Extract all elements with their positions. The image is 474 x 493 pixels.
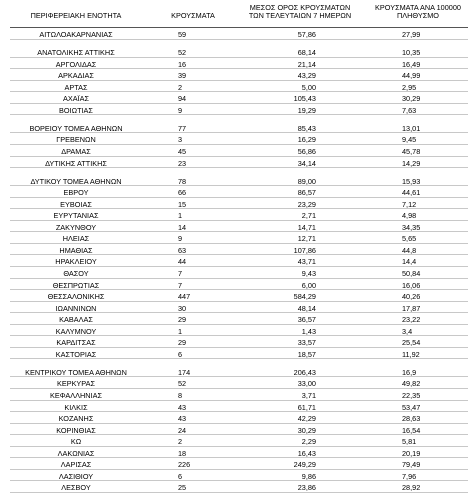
- table-row: [0, 257, 474, 266]
- region-cell: ΚΩ: [70, 437, 82, 447]
- region-cell: ΑΙΤΩΛΟΑΚΑΡΝΑΝΙΑΣ: [39, 30, 113, 39]
- region-cell: ΖΑΚΥΝΘΟΥ: [55, 222, 97, 232]
- avg7-cell: 61,71: [297, 402, 316, 412]
- avg7-cell: 2,71: [301, 211, 316, 221]
- region-cell: ΛΕΣΒΟΥ: [61, 483, 91, 493]
- per100k-cell: 13,01: [402, 123, 421, 133]
- per100k-cell: 5,81: [402, 437, 417, 447]
- row-divider: [10, 91, 468, 92]
- region-cell: ΙΩΑΝΝΙΝΩΝ: [55, 303, 97, 313]
- row-divider: [10, 114, 468, 115]
- header-divider: [10, 27, 468, 28]
- region-cell: ΚΑΡΔΙΤΣΑΣ: [56, 338, 96, 348]
- region-cell: ΗΡΑΚΛΕΙΟΥ: [55, 257, 97, 267]
- region-cell: ΛΑΣΙΘΙΟΥ: [58, 471, 94, 481]
- table-row: [0, 83, 474, 92]
- per100k-cell: 16,06: [402, 280, 421, 290]
- avg7-cell: 16,29: [297, 135, 316, 145]
- row-divider: [10, 324, 468, 325]
- avg7-cell: 3,71: [301, 390, 316, 400]
- per100k-cell: 7,96: [402, 471, 417, 481]
- per100k-cell: 15,93: [402, 176, 421, 186]
- avg7-cell: 2,29: [301, 437, 316, 447]
- row-divider: [10, 132, 468, 133]
- row-divider: [10, 388, 468, 389]
- per100k-cell: 22,35: [402, 390, 421, 400]
- row-divider: [10, 289, 468, 290]
- table-row: [0, 135, 474, 144]
- cases-cell: 6: [178, 349, 183, 359]
- per100k-cell: 79,49: [402, 460, 421, 470]
- cases-cell: 23: [178, 158, 187, 168]
- cases-cell: 226: [178, 460, 191, 470]
- column-header-region: ΠΕΡΙΦΕΡΕΙΑΚΗ ΕΝΟΤΗΤΑ: [30, 11, 122, 20]
- table-row: [0, 292, 474, 301]
- table-row: [0, 483, 474, 492]
- avg7-cell: 23,86: [297, 483, 316, 493]
- table-row: [0, 414, 474, 423]
- region-cell: ΚΕΝΤΡΙΚΟΥ ΤΟΜΕΑ ΑΘΗΝΩΝ: [25, 367, 127, 377]
- avg7-cell: 1,43: [301, 326, 316, 336]
- cases-cell: 77: [178, 123, 187, 133]
- region-cell: ΘΑΣΟΥ: [63, 268, 89, 278]
- avg7-cell: 56,86: [297, 146, 316, 156]
- table-row: [0, 350, 474, 359]
- cases-cell: 7: [178, 280, 183, 290]
- per100k-cell: 44,99: [402, 71, 421, 81]
- region-cell: ΔΥΤΙΚΟΥ ΤΟΜΕΑ ΑΘΗΝΩΝ: [30, 176, 122, 186]
- cases-cell: 45: [178, 146, 187, 156]
- per100k-cell: 49,82: [402, 379, 421, 389]
- cases-cell: 16: [178, 59, 187, 69]
- cases-cell: 29: [178, 338, 187, 348]
- row-divider: [10, 208, 468, 209]
- avg7-cell: 206,43: [293, 367, 316, 377]
- cases-cell: 2: [178, 437, 183, 447]
- per100k-cell: 14,29: [402, 158, 421, 168]
- cases-cell: 52: [178, 379, 187, 389]
- row-divider: [10, 434, 468, 435]
- table-row: [0, 315, 474, 324]
- region-cell: ΑΧΑΪΑΣ: [62, 94, 89, 104]
- region-cell: ΚΙΛΚΙΣ: [64, 402, 88, 412]
- row-divider: [10, 220, 468, 221]
- table-row: [0, 200, 474, 209]
- per100k-cell: 16,9: [402, 367, 417, 377]
- region-cell: ΛΑΚΩΝΙΑΣ: [57, 448, 95, 458]
- row-divider: [10, 254, 468, 255]
- per100k-cell: 28,63: [402, 414, 421, 424]
- region-cell: ΕΥΒΟΙΑΣ: [60, 199, 92, 209]
- avg7-cell: 34,14: [297, 158, 316, 168]
- cases-cell: 1: [178, 326, 183, 336]
- avg7-cell: 21,14: [297, 59, 316, 69]
- table-row: [0, 379, 474, 388]
- avg7-cell: 14,71: [297, 222, 316, 232]
- region-cell: ΑΡΤΑΣ: [64, 82, 88, 92]
- avg7-cell: 33,00: [297, 379, 316, 389]
- per100k-cell: 20,19: [402, 448, 421, 458]
- row-divider: [10, 411, 468, 412]
- cases-cell: 43: [178, 414, 187, 424]
- per100k-cell: 7,63: [402, 105, 417, 115]
- table-header: [0, 0, 474, 30]
- region-cell: ΕΥΡΥΤΑΝΙΑΣ: [53, 211, 99, 221]
- table-row: [0, 60, 474, 69]
- row-divider: [10, 103, 468, 104]
- table-row: [0, 472, 474, 481]
- per100k-cell: 11,92: [402, 349, 420, 359]
- row-divider: [10, 335, 468, 336]
- per100k-cell: 53,47: [402, 402, 421, 412]
- region-cell: ΒΟΡΕΙΟΥ ΤΟΜΕΑ ΑΘΗΝΩΝ: [29, 123, 123, 133]
- table-row: [0, 234, 474, 243]
- per100k-cell: 44,8: [402, 245, 417, 255]
- region-cell: ΚΑΛΥΜΝΟΥ: [55, 326, 97, 336]
- avg7-cell: 9,43: [301, 268, 316, 278]
- cases-cell: 39: [178, 71, 187, 81]
- avg7-cell: 5,00: [301, 82, 316, 92]
- avg7-cell: 16,43: [297, 448, 316, 458]
- row-divider: [10, 469, 468, 470]
- cases-cell: 30: [178, 303, 187, 313]
- table-row: [0, 124, 474, 133]
- cases-cell: 15: [178, 199, 187, 209]
- table-row: [0, 223, 474, 232]
- row-divider: [10, 457, 468, 458]
- table-row: [0, 460, 474, 469]
- avg7-cell: 86,57: [297, 188, 316, 198]
- row-divider: [10, 301, 468, 302]
- row-divider: [10, 423, 468, 424]
- table-row: [0, 48, 474, 57]
- table-row: [0, 304, 474, 313]
- avg7-cell: 48,14: [297, 303, 316, 313]
- avg7-cell: 33,57: [297, 338, 316, 348]
- avg7-cell: 12,71: [297, 234, 316, 244]
- region-cell: ΔΡΑΜΑΣ: [61, 146, 91, 156]
- row-divider: [10, 358, 468, 359]
- region-cell: ΗΜΑΘΙΑΣ: [59, 245, 93, 255]
- per100k-cell: 17,87: [402, 303, 421, 313]
- per100k-cell: 14,4: [402, 257, 417, 267]
- region-cell: ΗΛΕΙΑΣ: [62, 234, 90, 244]
- row-divider: [10, 400, 468, 401]
- row-divider: [10, 39, 468, 40]
- avg7-cell: 43,29: [297, 71, 316, 81]
- region-cell: ΚΕΡΚΥΡΑΣ: [56, 379, 96, 389]
- avg7-cell: 43,71: [297, 257, 316, 267]
- per100k-cell: 3,4: [402, 326, 413, 336]
- region-cell: ΕΒΡΟΥ: [63, 188, 89, 198]
- table-row: [0, 211, 474, 220]
- per100k-cell: 34,35: [402, 222, 421, 232]
- row-divider: [10, 144, 468, 145]
- row-divider: [10, 80, 468, 81]
- avg7-cell: 105,43: [293, 94, 316, 104]
- cases-cell: 29: [178, 315, 187, 325]
- cases-cell: 18: [178, 448, 187, 458]
- cases-cell: 1: [178, 211, 183, 221]
- column-header-per100k: ΚΡΟΥΣΜΑΤΑ ΑΝΑ 100000 ΠΛΗΘΥΣΜΟ: [375, 3, 461, 21]
- cases-cell: 94: [178, 94, 187, 104]
- avg7-cell: 584,29: [293, 292, 316, 302]
- row-divider: [10, 312, 468, 313]
- table-row: [0, 391, 474, 400]
- cases-cell: 3: [178, 135, 183, 145]
- per100k-cell: 4,98: [402, 211, 417, 221]
- cases-cell: 66: [178, 188, 187, 198]
- table-row: [0, 449, 474, 458]
- table-row: [0, 437, 474, 446]
- cases-cell: 59: [178, 30, 187, 39]
- region-cell: ΛΑΡΙΣΑΣ: [60, 460, 92, 470]
- row-divider: [10, 231, 468, 232]
- cases-cell: 52: [178, 48, 187, 58]
- region-cell: ΚΑΒΑΛΑΣ: [59, 315, 93, 325]
- per100k-cell: 28,92: [402, 483, 421, 493]
- avg7-cell: 42,29: [297, 414, 316, 424]
- table-row: [0, 327, 474, 336]
- avg7-cell: 36,57: [297, 315, 316, 325]
- table-row: [0, 269, 474, 278]
- row-divider: [10, 376, 468, 377]
- avg7-cell: 9,86: [301, 471, 316, 481]
- table-row: [0, 403, 474, 412]
- table-row: [0, 147, 474, 156]
- cases-cell: 8: [178, 390, 183, 400]
- avg7-cell: 30,29: [297, 425, 316, 435]
- table-row: [0, 159, 474, 168]
- region-cell: ΚΟΖΑΝΗΣ: [58, 414, 94, 424]
- per100k-cell: 27,99: [402, 30, 421, 39]
- region-cell: ΑΡΓΟΛΙΔΑΣ: [55, 59, 97, 69]
- row-divider: [10, 347, 468, 348]
- row-divider: [10, 243, 468, 244]
- cases-cell: 14: [178, 222, 187, 232]
- avg7-cell: 89,00: [297, 176, 316, 186]
- per100k-cell: 7,12: [402, 199, 417, 209]
- table-row: [0, 71, 474, 80]
- per100k-cell: 40,26: [402, 292, 421, 302]
- region-cell: ΚΑΣΤΟΡΙΑΣ: [55, 349, 97, 359]
- per100k-cell: 16,54: [402, 425, 421, 435]
- avg7-cell: 107,86: [293, 245, 316, 255]
- row-divider: [10, 266, 468, 267]
- per100k-cell: 45,78: [402, 146, 421, 156]
- region-cell: ΒΟΙΩΤΙΑΣ: [59, 105, 93, 115]
- region-cell: ΚΟΡΙΝΘΙΑΣ: [56, 425, 96, 435]
- row-divider: [10, 156, 468, 157]
- per100k-cell: 9,45: [402, 135, 417, 145]
- per100k-cell: 5,65: [402, 234, 417, 244]
- region-cell: ΘΕΣΠΡΩΤΙΑΣ: [52, 280, 100, 290]
- table-row: [0, 281, 474, 290]
- table-row: [0, 426, 474, 435]
- cases-cell: 9: [178, 105, 183, 115]
- row-divider: [10, 446, 468, 447]
- table-row: [0, 368, 474, 377]
- cases-cell: 9: [178, 234, 183, 244]
- cases-cell: 43: [178, 402, 187, 412]
- region-cell: ΓΡΕΒΕΝΩΝ: [56, 135, 96, 145]
- region-cell: ΚΕΦΑΛΛΗΝΙΑΣ: [50, 390, 102, 400]
- cases-cell: 25: [178, 483, 187, 493]
- per100k-cell: 44,61: [402, 188, 421, 198]
- per100k-cell: 16,49: [402, 59, 421, 69]
- table-row: [0, 246, 474, 255]
- per100k-cell: 50,84: [402, 268, 421, 278]
- table-row: [0, 177, 474, 186]
- per100k-cell: 2,95: [402, 82, 417, 92]
- cases-cell: 44: [178, 257, 187, 267]
- avg7-cell: 85,43: [297, 123, 316, 133]
- per100k-cell: 30,29: [402, 94, 421, 104]
- row-divider: [10, 197, 468, 198]
- cases-cell: 78: [178, 176, 187, 186]
- region-cell: ΑΡΚΑΔΙΑΣ: [58, 71, 94, 81]
- row-divider: [10, 57, 468, 58]
- per100k-cell: 25,54: [402, 338, 421, 348]
- cases-cell: 447: [178, 292, 191, 302]
- row-divider: [10, 167, 468, 168]
- cases-cell: 24: [178, 425, 187, 435]
- avg7-cell: 249,29: [293, 460, 316, 470]
- region-cell: ΔΥΤΙΚΗΣ ΑΤΤΙΚΗΣ: [45, 158, 107, 168]
- column-header-avg7: ΜΕΣΟΣ ΟΡΟΣ ΚΡΟΥΣΜΑΤΩΝ ΤΩΝ ΤΕΛΕΥΤΑΙΩΝ 7 ΗΜΕΡΩΝ: [248, 3, 352, 21]
- column-header-cases: ΚΡΟΥΣΜΑΤΑ: [171, 11, 215, 20]
- per100k-cell: 10,35: [402, 48, 421, 58]
- table-row: [0, 188, 474, 197]
- cases-cell: 6: [178, 471, 183, 481]
- avg7-cell: 19,29: [297, 105, 316, 115]
- row-divider: [10, 185, 468, 186]
- cases-cell: 7: [178, 268, 183, 278]
- avg7-cell: 23,29: [297, 199, 316, 209]
- table-row: [0, 338, 474, 347]
- avg7-cell: 68,14: [297, 48, 316, 58]
- region-cell: ΘΕΣΣΑΛΟΝΙΚΗΣ: [47, 292, 105, 302]
- cases-cell: 2: [178, 82, 183, 92]
- region-cell: ΑΝΑΤΟΛΙΚΗΣ ΑΤΤΙΚΗΣ: [37, 48, 115, 58]
- row-divider: [10, 278, 468, 279]
- cases-cell: 63: [178, 245, 187, 255]
- cases-cell: 174: [178, 367, 191, 377]
- row-divider: [10, 68, 468, 69]
- avg7-cell: 57,86: [297, 30, 316, 39]
- per100k-cell: 23,22: [402, 315, 421, 325]
- table-row: [0, 106, 474, 115]
- table-row: [0, 94, 474, 103]
- avg7-cell: 18,57: [297, 349, 316, 359]
- avg7-cell: 6,00: [301, 280, 316, 290]
- table-row: [0, 30, 474, 39]
